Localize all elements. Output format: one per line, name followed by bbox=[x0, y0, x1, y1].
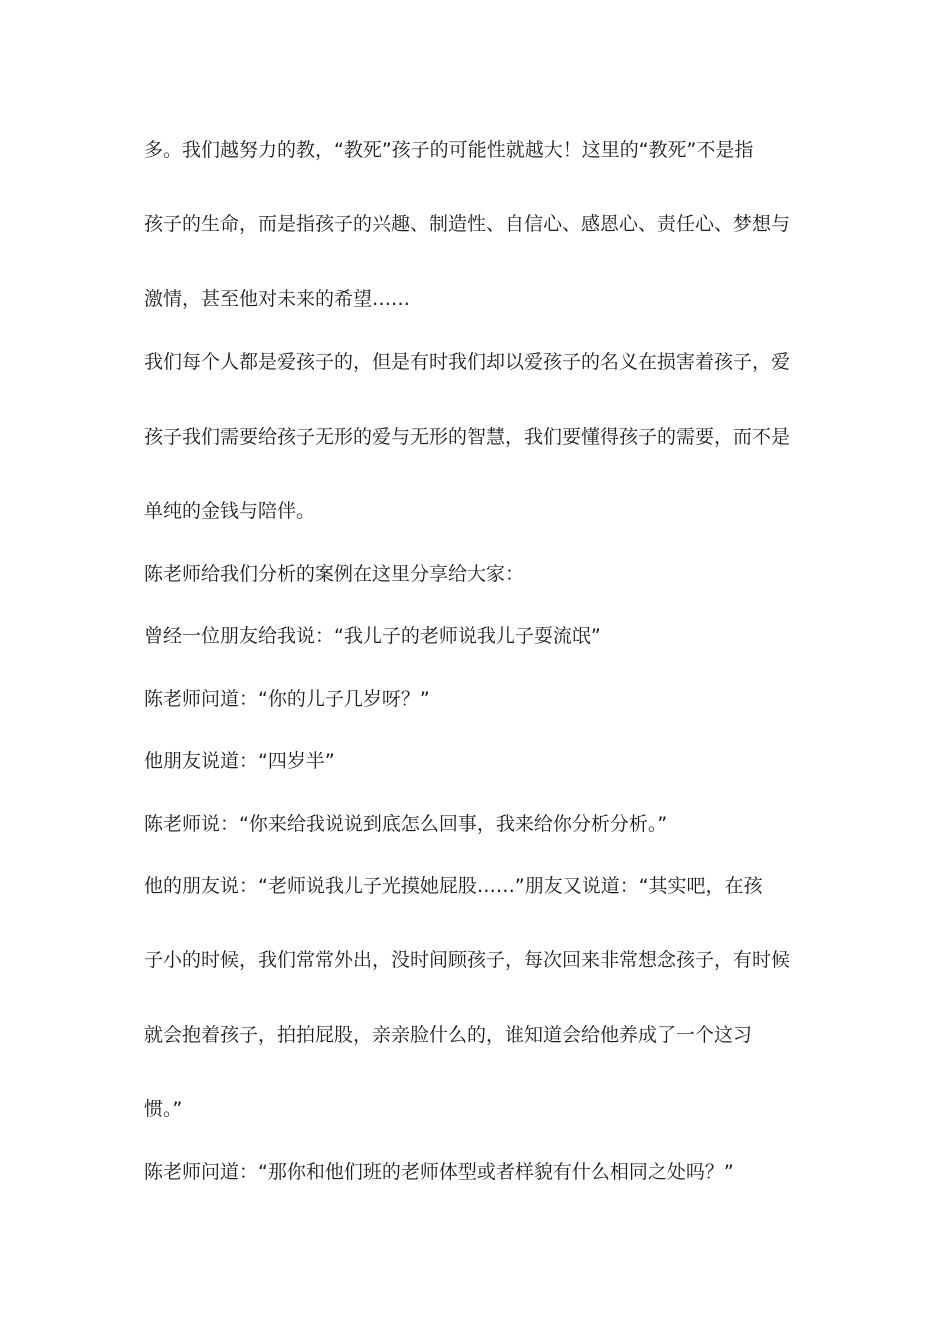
paragraph-line: 孩子的生命，而是指孩子的兴趣、制造性、自信心、感恩心、责任心、梦想与 bbox=[144, 213, 791, 235]
paragraph-line: 他的朋友说：“老师说我儿子光摸她屁股……”朋友又说道：“其实吧，在孩 bbox=[144, 875, 763, 897]
paragraph-line: 我们每个人都是爱孩子的，但是有时我们却以爱孩子的名义在损害着孩子，爱 bbox=[144, 351, 791, 373]
paragraph-line: 孩子我们需要给孩子无形的爱与无形的智慧，我们要懂得孩子的需要，而不是 bbox=[144, 426, 791, 448]
paragraph-line: 多。我们越努力的教，“教死”孩子的可能性就越大！这里的“教死”不是指 bbox=[144, 139, 754, 161]
paragraph-line: 子小的时候，我们常常外出，没时间顾孩子，每次回来非常想念孩子，有时候 bbox=[144, 949, 791, 971]
paragraph-line: 就会抱着孩子，拍拍屁股，亲亲脸什么的，谁知道会给他养成了一个这习 bbox=[144, 1024, 753, 1046]
paragraph-line: 陈老师问道：“那你和他们班的老师体型或者样貌有什么相同之处吗？” bbox=[144, 1161, 734, 1183]
paragraph-line: 陈老师问道：“你的儿子几岁呀？” bbox=[144, 688, 430, 710]
paragraph-line: 激情，甚至他对未来的希望…… bbox=[144, 288, 411, 310]
paragraph-line: 他朋友说道：“四岁半” bbox=[144, 750, 335, 772]
paragraph-line: 陈老师给我们分析的案例在这里分享给大家： bbox=[144, 563, 525, 585]
paragraph-line: 惯。” bbox=[144, 1098, 183, 1120]
paragraph-line: 曾经一位朋友给我说：“我儿子的老师说我儿子耍流氓” bbox=[144, 625, 601, 647]
paragraph-line: 单纯的金钱与陪伴。 bbox=[144, 500, 316, 522]
paragraph-line: 陈老师说：“你来给我说说到底怎么回事，我来给你分析分析。” bbox=[144, 813, 668, 835]
